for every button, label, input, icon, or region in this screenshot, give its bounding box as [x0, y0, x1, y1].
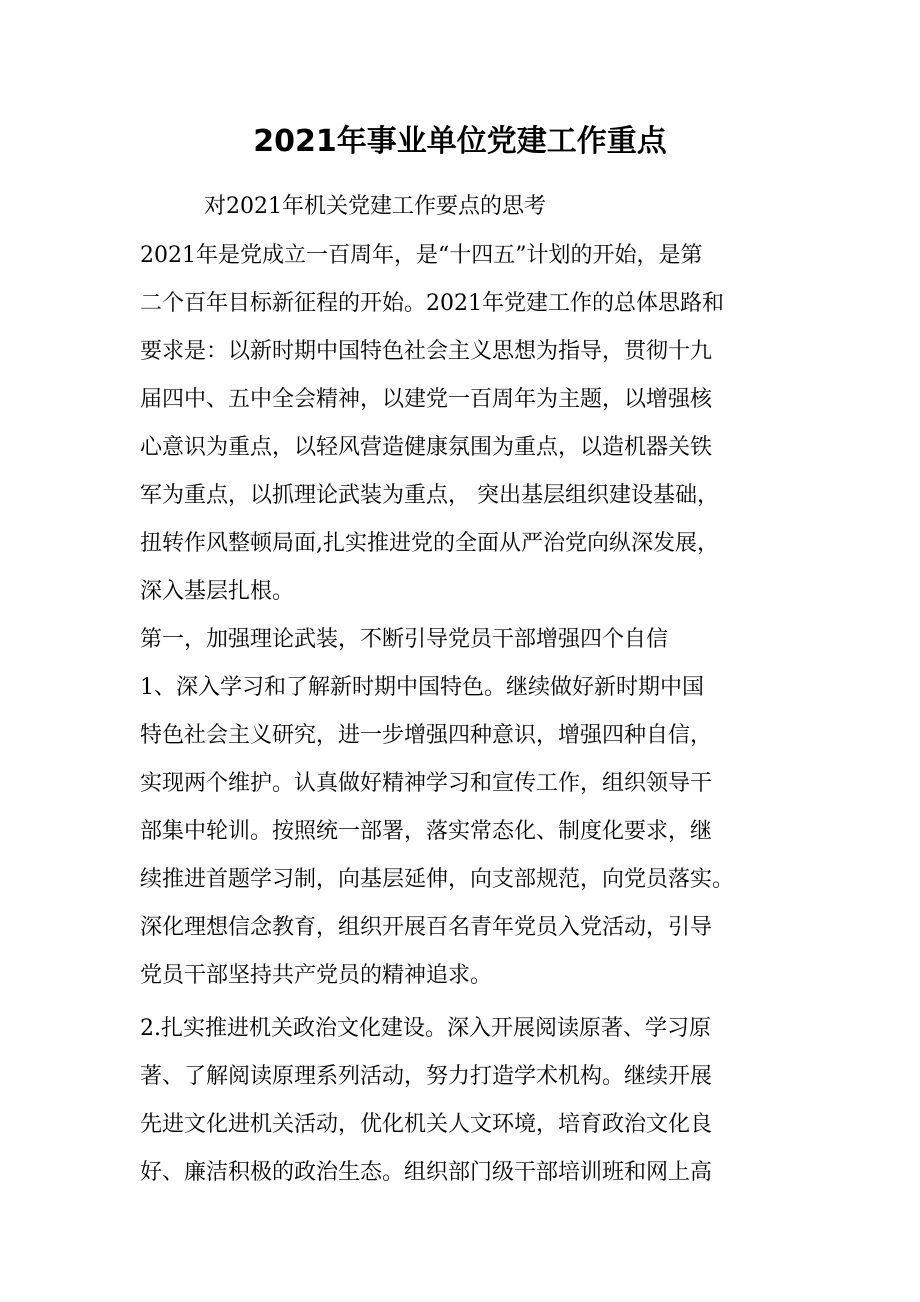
body-line: 扭转作风整顿局面,扎实推进党的全面从严治党向纵深发展，	[140, 531, 719, 556]
body-line: 党员干部坚持共产党员的精神追求。	[140, 963, 493, 988]
body-line: 2.扎实推进机关政治文化建设。深入开展阅读原著、学习原	[140, 1016, 711, 1041]
body-line: 著、了解阅读原理系列活动，努力打造学术机构。继续开展	[140, 1064, 713, 1089]
body-line: 要求是：以新时期中国特色社会主义思想为指导，贯彻十九	[140, 339, 713, 364]
body-line: 续推进首题学习制，向基层延伸，向支部规范，向党员落实。	[140, 867, 735, 892]
body-line: 深入基层扎根。	[140, 579, 295, 604]
document-title: 2021年事业单位党建工作重点	[253, 124, 667, 159]
body-line: 1、深入学习和了解新时期中国特色。继续做好新时期中国	[140, 675, 704, 700]
body-line: 特色社会主义研究，进一步增强四种意识，增强四种自信，	[140, 723, 713, 748]
body-line: 深化理想信念教育，组织开展百名青年党员入党活动，引导	[140, 915, 713, 940]
body-line: 心意识为重点，以轻风营造健康氛围为重点，以造机器关铁	[140, 435, 713, 460]
body-line: 好、廉洁积极的政治生态。组织部门级干部培训班和网上高	[140, 1160, 713, 1185]
body-line: 实现两个维护。认真做好精神学习和宣传工作，组织领导干	[140, 771, 713, 796]
body-line: 军为重点，以抓理论武装为重点， 突出基层组织建设基础，	[140, 483, 719, 508]
body-line: 部集中轮训。按照统一部署，落实常态化、制度化要求，继	[140, 819, 713, 844]
body-line: 二个百年目标新征程的开始。2021年党建工作的总体思路和	[140, 291, 724, 316]
section-heading: 第一，加强理论武装，不断引导党员干部增强四个自信	[140, 627, 669, 652]
body-line: 先进文化进机关活动，优化机关人文环境，培育政治文化良	[140, 1112, 713, 1137]
body-line: 届四中、五中全会精神，以建党一百周年为主题，以增强核	[140, 387, 713, 412]
document-subtitle: 对2021年机关党建工作要点的思考	[204, 194, 546, 219]
body-line: 2021年是党成立一百周年，是“十四五”计划的开始，是第	[140, 243, 703, 268]
